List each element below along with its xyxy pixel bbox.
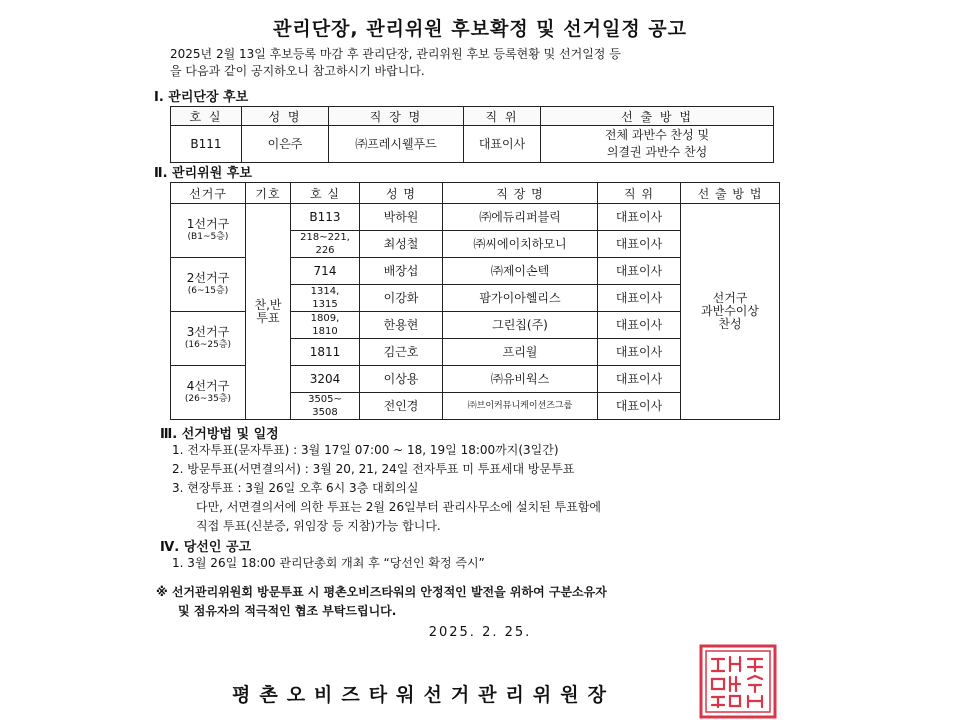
room-line: 226	[315, 245, 335, 256]
table-row	[171, 204, 780, 231]
district-name: 3선거구	[186, 324, 230, 339]
district-cell	[171, 366, 246, 420]
room-line: 1315	[312, 299, 338, 310]
announce-item: 1. 3월 26일 18:00 관리단총회 개최 후 “당선인 확정 즉시”	[172, 556, 485, 570]
header-symbol: 기호	[246, 183, 291, 204]
header-position: 직 위	[464, 107, 541, 126]
room-line: 3505~	[308, 394, 342, 405]
schedule-item: 1. 전자투표(문자투표) : 3월 17일 07:00 ~ 18, 19일 18:00까지(3일간)	[172, 443, 559, 457]
district-name: 1선거구	[186, 216, 230, 231]
header-position: 직 위	[598, 183, 681, 204]
symbol-line: 찬,반	[254, 297, 282, 312]
symbol-cell	[246, 204, 291, 420]
cell-company: 팜가이아헬리스	[443, 285, 598, 312]
cell-company: ㈜프레시웰푸드	[329, 126, 464, 163]
committee-candidate-table	[170, 182, 780, 420]
cell-position: 대표이사	[598, 204, 681, 231]
cell-method	[541, 126, 774, 163]
cell-name: 박하원	[360, 204, 443, 231]
cell-company: 프리월	[443, 339, 598, 366]
cell-name: 한용현	[360, 312, 443, 339]
district-cell	[171, 204, 246, 258]
room-line: 218~221,	[300, 232, 350, 243]
section3-heading: Ⅲ. 선거방법 및 일정	[160, 427, 279, 442]
district-range: (6~15층)	[187, 285, 229, 296]
room-line: 714	[313, 263, 337, 278]
signature: 평촌오비즈타워선거관리위원장	[232, 684, 615, 706]
cell-room	[291, 366, 360, 393]
method-line: 의결권 과반수 찬성	[606, 145, 708, 159]
method-line: 선거구	[712, 291, 748, 305]
cell-name: 김근호	[360, 339, 443, 366]
table-row	[171, 126, 774, 163]
section4-body	[170, 554, 810, 573]
notice-date: 2025. 2. 25.	[428, 625, 532, 640]
cell-room	[291, 285, 360, 312]
section4-heading: Ⅳ. 당선인 공고	[160, 540, 252, 555]
room-line: 1811	[309, 344, 341, 359]
method-line: 전체 과반수 찬성 및	[604, 128, 710, 142]
cell-room: B111	[171, 126, 242, 163]
district-cell	[171, 258, 246, 312]
district-cell	[171, 312, 246, 366]
section2-heading: Ⅱ. 관리위원 후보	[154, 166, 252, 181]
cell-name: 최성철	[360, 231, 443, 258]
table-header-row	[171, 107, 774, 126]
schedule-note: 직접 투표(신분증, 위임장 등 지참)가능 합니다.	[196, 519, 441, 533]
cell-room	[291, 339, 360, 366]
note-line: 및 점유자의 적극적인 협조 부탁드립니다.	[178, 604, 397, 618]
room-line: 1809,	[310, 313, 340, 324]
cell-position: 대표이사	[598, 312, 681, 339]
schedule-item: 2. 방문투표(서면결의서) : 3월 20, 21, 24일 전자투표 미 투표세대 방문투표	[172, 462, 575, 476]
header-name: 성 명	[242, 107, 329, 126]
method-line: 과반수이상	[701, 304, 759, 318]
header-district: 선거구	[171, 183, 246, 204]
district-range: (16~25층)	[184, 339, 232, 350]
cell-name: 이상용	[360, 366, 443, 393]
room-line: 1314,	[310, 286, 340, 297]
cell-room	[291, 204, 360, 231]
cell-name: 전인경	[360, 393, 443, 420]
notice-note	[156, 583, 816, 621]
cell-position: 대표이사	[598, 393, 681, 420]
district-name: 4선거구	[186, 378, 230, 393]
method-line: 찬성	[718, 317, 742, 331]
section3-body	[170, 441, 810, 536]
president-candidate-table	[170, 106, 774, 163]
official-seal-icon	[698, 643, 778, 720]
room-line: 3204	[309, 371, 341, 386]
cell-position: 대표이사	[598, 339, 681, 366]
section1-heading: Ⅰ. 관리단장 후보	[154, 90, 249, 105]
room-line: 1810	[312, 326, 338, 337]
intro-line: 2025년 2월 13일 후보등록 마감 후 관리단장, 관리위원 후보 등록현황 및 선거일정 등	[170, 47, 621, 61]
cell-company: ㈜유비웍스	[443, 366, 598, 393]
header-room: 호 실	[171, 107, 242, 126]
intro-text	[170, 46, 790, 80]
cell-position: 대표이사	[598, 366, 681, 393]
header-room: 호 실	[291, 183, 360, 204]
room-line: 3508	[312, 407, 338, 418]
cell-position: 대표이사	[598, 285, 681, 312]
district-range: (B1~5층)	[187, 231, 229, 242]
cell-name: 이은주	[242, 126, 329, 163]
schedule-note: 다만, 서면결의서에 의한 투표는 2월 26일부터 관리사무소에 설치된 투표함에	[196, 500, 601, 514]
header-method: 선 출 방 법	[541, 107, 774, 126]
note-line: ※ 선거관리위원회 방문투표 시 평촌오비즈타워의 안정적인 발전을 위하여 구분소유자	[156, 585, 607, 599]
cell-position: 대표이사	[598, 258, 681, 285]
method-cell	[681, 204, 780, 420]
cell-position: 대표이사	[464, 126, 541, 163]
district-range: (26~35층)	[184, 393, 232, 404]
header-company: 직 장 명	[443, 183, 598, 204]
schedule-item: 3. 현장투표 : 3월 26일 오후 6시 3층 대회의실	[172, 481, 419, 495]
header-company: 직 장 명	[329, 107, 464, 126]
cell-room	[291, 393, 360, 420]
cell-company: ㈜씨에이치하모니	[443, 231, 598, 258]
room-line: B113	[309, 209, 341, 224]
cell-company: 그린칩(주)	[443, 312, 598, 339]
cell-name: 이강화	[360, 285, 443, 312]
district-name: 2선거구	[186, 270, 230, 285]
cell-position: 대표이사	[598, 231, 681, 258]
cell-room	[291, 231, 360, 258]
cell-company: ㈜브이커뮤니케이션즈그룹	[443, 393, 598, 420]
cell-company: ㈜제이손텍	[443, 258, 598, 285]
intro-line: 을 다음과 같이 공지하오니 참고하시기 바랍니다.	[170, 64, 425, 78]
cell-room	[291, 258, 360, 285]
symbol-line: 투표	[256, 310, 280, 325]
cell-room	[291, 312, 360, 339]
header-name: 성 명	[360, 183, 443, 204]
header-method: 선 출 방 법	[681, 183, 780, 204]
page-title: 관리단장, 관리위원 후보확정 및 선거일정 공고	[272, 18, 688, 40]
cell-name: 배장섭	[360, 258, 443, 285]
cell-company: ㈜에듀리퍼블릭	[443, 204, 598, 231]
table-header-row	[171, 183, 780, 204]
